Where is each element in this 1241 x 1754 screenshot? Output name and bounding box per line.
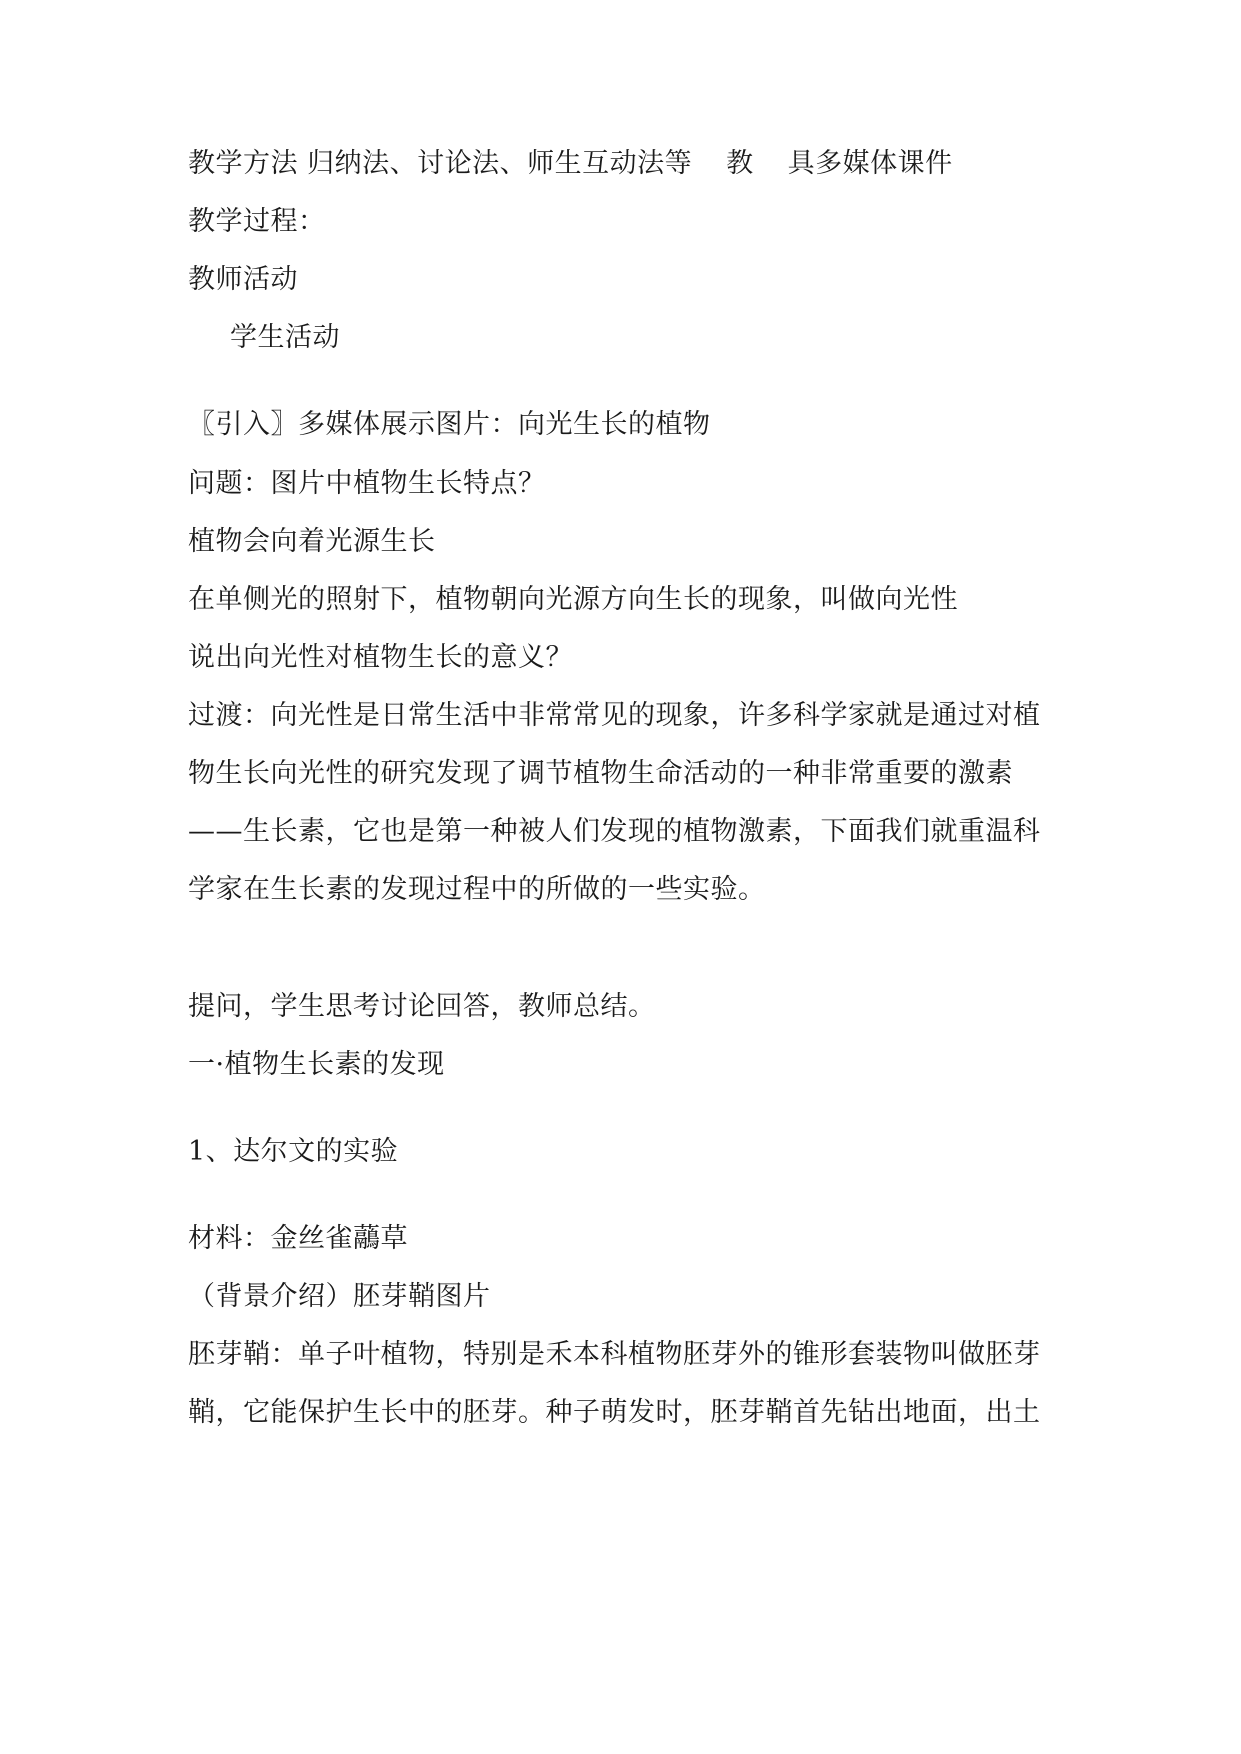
discussion-line: 提问，学生思考讨论回答，教师总结。 (188, 991, 656, 1022)
phototropism-definition: 在单侧光的照射下，植物朝向光源方向生长的现象，叫做向光性 (188, 584, 958, 615)
section-heading-auxin-discovery: 一·植物生长素的发现 (188, 1049, 445, 1080)
question-line: 问题：图片中植物生长特点？ (188, 468, 546, 499)
coleoptile-line-2: 鞘，它能保护生长中的胚芽。种子萌发时，胚芽鞘首先钻出地面，出土 (188, 1397, 1041, 1428)
darwin-experiment-heading: 1、达尔文的实验 (188, 1136, 399, 1167)
material-line: 材料：金丝雀虉草 (188, 1223, 408, 1254)
teacher-activity-heading: 教师活动 (188, 264, 298, 295)
transition-line-4: 学家在生长素的发现过程中的所做的一些实验。 (188, 874, 766, 905)
background-line: （背景介绍）胚芽鞘图片 (188, 1281, 491, 1312)
answer-line: 植物会向着光源生长 (188, 526, 436, 557)
teaching-methods-text: 教学方法 归纳法、讨论法、师生互动法等 (188, 148, 693, 179)
significance-question: 说出向光性对植物生长的意义？ (188, 642, 573, 673)
transition-line-3: ——生长素，它也是第一种被人们发现的植物激素，下面我们就重温科 (188, 816, 1041, 847)
coleoptile-line-1: 胚芽鞘：单子叶植物，特别是禾本科植物胚芽外的锥形套装物叫做胚芽 (188, 1339, 1041, 1370)
student-activity-heading: 学生活动 (230, 322, 340, 353)
transition-line-1: 过渡：向光性是日常生活中非常常见的现象，许多科学家就是通过对植 (188, 700, 1041, 731)
transition-line-2: 物生长向光性的研究发现了调节植物生命活动的一种非常重要的激素 (188, 758, 1013, 789)
teaching-tools-text: 具多媒体课件 (787, 148, 953, 179)
intro-line: 〖引入〗多媒体展示图片：向光生长的植物 (188, 409, 711, 440)
teaching-tools-label: 教 (726, 148, 754, 179)
teaching-methods-line (188, 147, 953, 181)
teaching-process-heading: 教学过程： (188, 206, 326, 237)
